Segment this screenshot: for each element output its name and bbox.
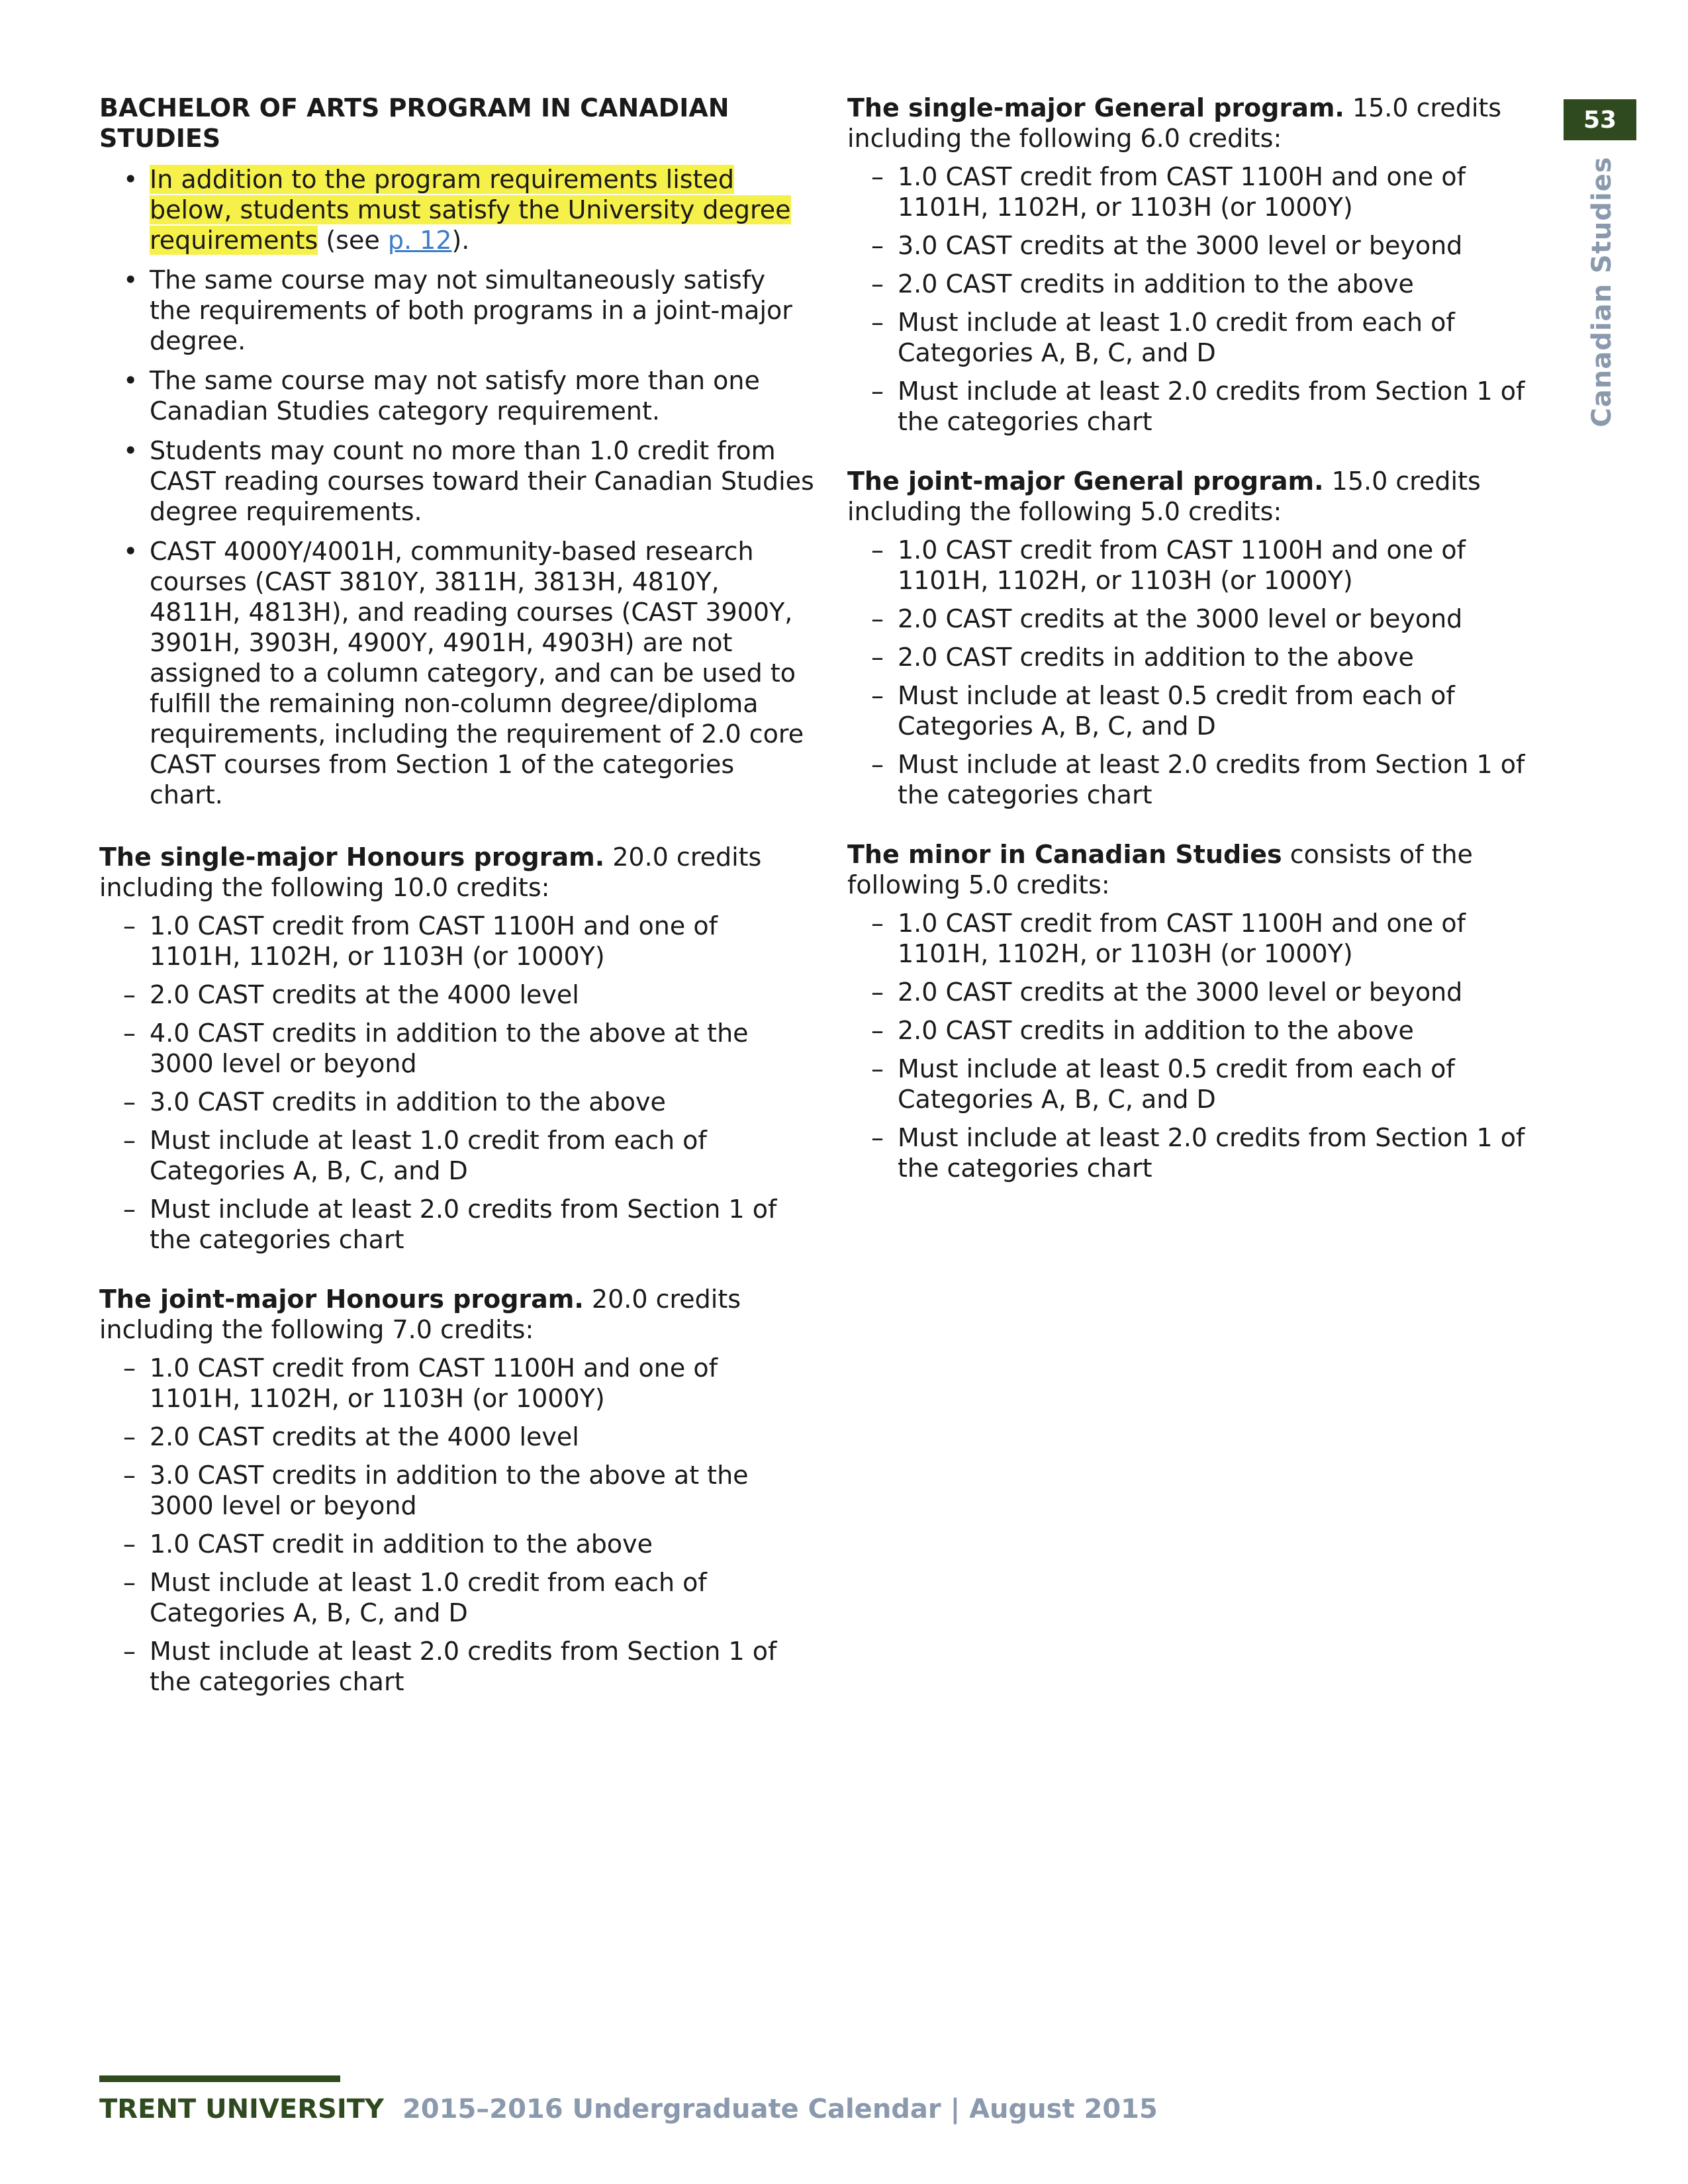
bullet-item: • Students may count no more than 1.0 credit from CAST reading courses toward their Canadian Studies degree requirements. bbox=[99, 435, 814, 527]
list-item: – 3.0 CAST credits in addition to the above at the 3000 level or beyond bbox=[99, 1460, 814, 1521]
list-item: – 3.0 CAST credits at the 3000 level or beyond bbox=[847, 230, 1562, 261]
list-item: – 1.0 CAST credit in addition to the above bbox=[99, 1529, 814, 1559]
program-requirements-list bbox=[847, 535, 1562, 810]
list-item: – Must include at least 2.0 credits from Section 1 of the categories chart bbox=[99, 1194, 814, 1255]
left-column bbox=[99, 93, 814, 1726]
program-title: The single-major General program. bbox=[847, 93, 1344, 122]
list-item: – 1.0 CAST credit from CAST 1100H and one of 1101H, 1102H, or 1103H (or 1000Y) bbox=[847, 161, 1562, 222]
program-intro bbox=[847, 839, 1562, 900]
page-reference-link[interactable]: p. 12 bbox=[387, 226, 452, 255]
program-title: The joint-major General program. bbox=[847, 467, 1324, 496]
program-requirements-list bbox=[847, 908, 1562, 1183]
footer-calendar: 2015–2016 Undergraduate Calendar | August 2015 bbox=[402, 2094, 1158, 2124]
program-description: consists of the following 5.0 credits: bbox=[847, 840, 1473, 899]
list-item: – Must include at least 2.0 credits from Section 1 of the categories chart bbox=[847, 1122, 1562, 1183]
program-title: The minor in Canadian Studies bbox=[847, 840, 1282, 869]
list-item: – 2.0 CAST credits in addition to the above bbox=[847, 642, 1562, 672]
list-item: – 2.0 CAST credits at the 4000 level bbox=[99, 1422, 814, 1452]
program-requirements-list bbox=[847, 161, 1562, 437]
list-item: – 3.0 CAST credits in addition to the above bbox=[99, 1087, 814, 1117]
list-item: – Must include at least 2.0 credits from Section 1 of the categories chart bbox=[847, 376, 1562, 437]
section-side-label: Canadian Studies bbox=[1587, 156, 1617, 428]
list-item: – 2.0 CAST credits at the 3000 level or beyond bbox=[847, 977, 1562, 1007]
list-item: – 2.0 CAST credits at the 3000 level or beyond bbox=[847, 604, 1562, 634]
page-footer bbox=[99, 2094, 1158, 2124]
list-item: – 2.0 CAST credits in addition to the above bbox=[847, 269, 1562, 299]
page-heading: BACHELOR OF ARTS PROGRAM IN CANADIAN STUDIES bbox=[99, 93, 729, 153]
list-item: – Must include at least 1.0 credit from each of Categories A, B, C, and D bbox=[99, 1567, 814, 1628]
bullet-item: • The same course may not satisfy more than one Canadian Studies category requirement. bbox=[99, 365, 814, 426]
list-item: – Must include at least 1.0 credit from each of Categories A, B, C, and D bbox=[99, 1125, 814, 1186]
list-item: – Must include at least 0.5 credit from each of Categories A, B, C, and D bbox=[847, 680, 1562, 741]
page-number: 53 bbox=[1564, 99, 1636, 140]
list-item: – Must include at least 0.5 credit from each of Categories A, B, C, and D bbox=[847, 1054, 1562, 1115]
list-item: – Must include at least 1.0 credit from each of Categories A, B, C, and D bbox=[847, 307, 1562, 368]
bullet-item: • CAST 4000Y/4001H, community-based research courses (CAST 3810Y, 3811H, 3813H, 4810Y, 4811H, 4813H), and reading courses (CAST 3900Y, 3901H, 3903H, 4900Y, 4901H, 4903H) are not assigned to a column category, and can be used to fulfill the remaining non-column degree/diploma requirements, including the requirement of 2.0 core CAST courses from Section 1 of the categories chart. bbox=[99, 536, 814, 810]
list-item: – 2.0 CAST credits at the 4000 level bbox=[99, 979, 814, 1010]
program-intro bbox=[99, 1284, 814, 1345]
list-item: – 1.0 CAST credit from CAST 1100H and one of 1101H, 1102H, or 1103H (or 1000Y) bbox=[847, 535, 1562, 596]
highlighted-text: In addition to the program requirements listed below, students must satisfy the University degree requirements bbox=[150, 165, 791, 255]
footer-rule bbox=[99, 2075, 340, 2082]
list-item: – Must include at least 2.0 credits from Section 1 of the categories chart bbox=[99, 1636, 814, 1697]
list-item: – 1.0 CAST credit from CAST 1100H and one of 1101H, 1102H, or 1103H (or 1000Y) bbox=[99, 1353, 814, 1414]
program-intro bbox=[847, 466, 1562, 527]
bullet-item: • The same course may not simultaneously satisfy the requirements of both programs in a joint-major degree. bbox=[99, 265, 814, 356]
bullet-text-post-link: ). bbox=[451, 226, 470, 255]
requirements-bullet-list bbox=[99, 164, 814, 810]
program-title: The joint-major Honours program. bbox=[99, 1285, 584, 1314]
program-requirements-list bbox=[99, 911, 814, 1255]
footer-university: TRENT UNIVERSITY bbox=[99, 2094, 384, 2124]
program-title: The single-major Honours program. bbox=[99, 842, 605, 872]
program-intro bbox=[847, 93, 1562, 154]
right-column bbox=[847, 93, 1562, 1212]
bullet-text-pre-link: (see bbox=[318, 226, 388, 255]
program-intro bbox=[99, 842, 814, 903]
program-description: 20.0 credits including the following 10.0 credits: bbox=[99, 842, 762, 902]
program-description: 20.0 credits including the following 7.0 credits: bbox=[99, 1285, 741, 1344]
program-requirements-list bbox=[99, 1353, 814, 1697]
program-description: 15.0 credits including the following 5.0 credits: bbox=[847, 467, 1481, 526]
list-item: – 4.0 CAST credits in addition to the above at the 3000 level or beyond bbox=[99, 1018, 814, 1079]
list-item: – 1.0 CAST credit from CAST 1100H and one of 1101H, 1102H, or 1103H (or 1000Y) bbox=[847, 908, 1562, 969]
list-item: – Must include at least 2.0 credits from Section 1 of the categories chart bbox=[847, 749, 1562, 810]
program-description: 15.0 credits including the following 6.0 credits: bbox=[847, 93, 1502, 153]
bullet-item bbox=[99, 164, 814, 255]
list-item: – 1.0 CAST credit from CAST 1100H and one of 1101H, 1102H, or 1103H (or 1000Y) bbox=[99, 911, 814, 972]
list-item: – 2.0 CAST credits in addition to the above bbox=[847, 1015, 1562, 1046]
